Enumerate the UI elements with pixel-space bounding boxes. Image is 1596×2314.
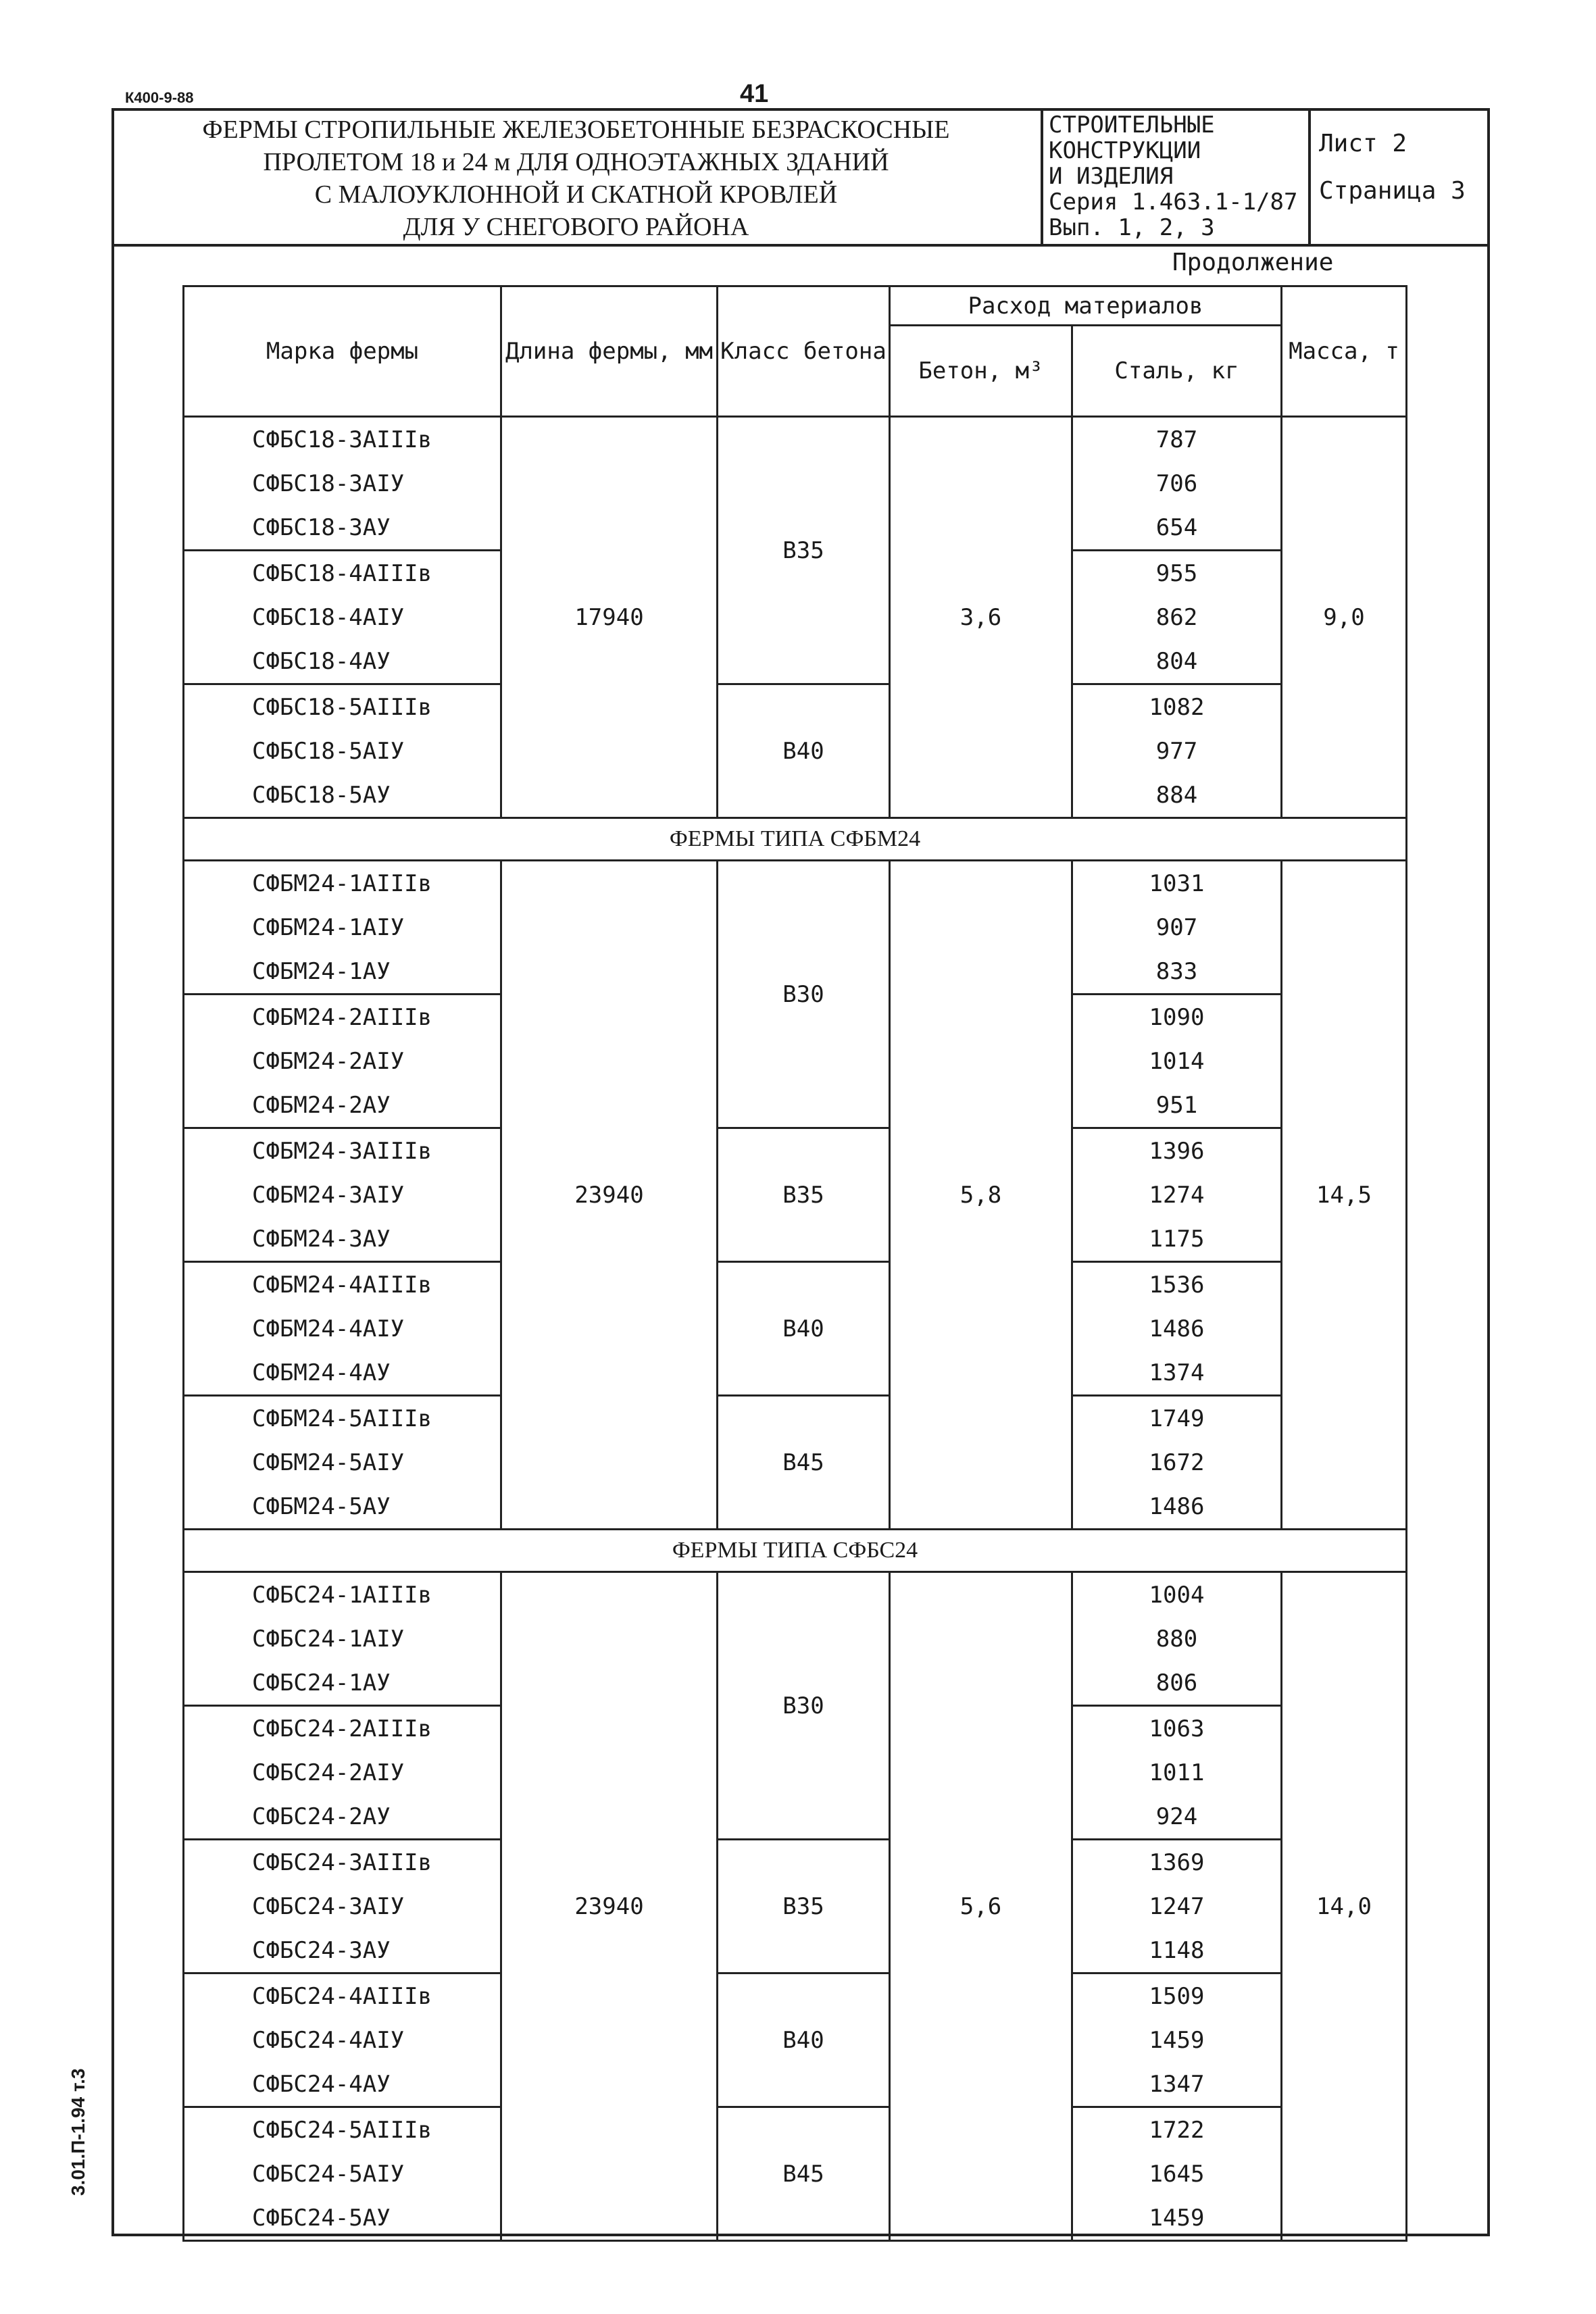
cell-mark: СФБМ24-4АIУ [184,1307,501,1351]
cell-steel: 884 [1072,773,1282,818]
cell-concrete-volume: 3,6 [890,417,1072,818]
cell-steel: 880 [1072,1617,1282,1661]
sheet-info [1319,120,1466,215]
cell-mass: 14,5 [1282,861,1407,1530]
cell-steel: 787 [1072,417,1282,462]
cell-mark: СФБС24-1АIIIв [184,1572,501,1617]
continuation-label: Продолжение [1172,249,1334,276]
cell-mark: СФБС18-4АIУ [184,595,501,639]
cell-mark: СФБМ24-3АУ [184,1217,501,1262]
cell-steel: 1369 [1072,1840,1282,1885]
cell-steel: 1486 [1072,1307,1282,1351]
cell-steel: 1459 [1072,2018,1282,2062]
cell-mark: СФБС18-4АУ [184,639,501,684]
page-label: Страница 3 [1319,177,1466,205]
cell-steel: 1014 [1072,1039,1282,1083]
cell-mark: СФБМ24-5АУ [184,1484,501,1530]
cell-steel: 951 [1072,1083,1282,1128]
cell-mark: СФБМ24-1АУ [184,949,501,995]
section-title: ФЕРМЫ ТИПА СФБС24 [184,1530,1407,1572]
cell-mark: СФБС24-4АIIIв [184,1973,501,2019]
cell-steel: 1722 [1072,2107,1282,2153]
cell-mark: СФБМ24-4АУ [184,1351,501,1396]
cell-steel: 1459 [1072,2196,1282,2241]
cell-steel: 1347 [1072,2062,1282,2107]
cell-concrete-class: В35 [718,1128,890,1262]
cell-mark: СФБС24-1АIУ [184,1617,501,1661]
cell-steel: 804 [1072,639,1282,684]
cell-steel: 862 [1072,595,1282,639]
cell-mark: СФБМ24-5АIУ [184,1440,501,1484]
cell-mark: СФБС24-2АУ [184,1794,501,1840]
title-line: ФЕРМЫ СТРОПИЛЬНЫЕ ЖЕЛЕЗОБЕТОННЫЕ БЕЗРАСКОСНЫЕ [202,116,950,144]
cell-steel: 1509 [1072,1973,1282,2019]
cell-steel: 1274 [1072,1173,1282,1217]
section-title: ФЕРМЫ ТИПА СФБМ24 [184,818,1407,861]
sheet-label: Лист 2 [1319,130,1407,157]
cell-mass: 9,0 [1282,417,1407,818]
cell-steel: 1645 [1072,2152,1282,2196]
cell-steel: 1063 [1072,1706,1282,1751]
cell-mark: СФБС24-2АIУ [184,1751,501,1794]
header-mark: Марка фермы [184,286,501,417]
cell-mark: СФБМ24-4АIIIв [184,1262,501,1307]
cell-steel: 1536 [1072,1262,1282,1307]
cell-mark: СФБМ24-3АIУ [184,1173,501,1217]
page-number: 41 [740,80,769,108]
cell-mark: СФБМ24-2АIУ [184,1039,501,1083]
cell-concrete-class: В35 [718,1840,890,1973]
cell-mark: СФБМ24-1АIIIв [184,861,501,906]
cell-steel: 1011 [1072,1751,1282,1794]
cell-length: 17940 [501,417,718,818]
cell-mark: СФБС18-4АIIIв [184,551,501,596]
cell-mark: СФБС24-5АIУ [184,2152,501,2196]
cell-mark: СФБС24-2АIIIв [184,1706,501,1751]
header-steel: Сталь, кг [1072,326,1282,417]
title-line: С МАЛОУКЛОННОЙ И СКАТНОЙ КРОВЛЕЙ [314,180,838,209]
cell-concrete-volume: 5,6 [890,1572,1072,2241]
cell-steel: 977 [1072,729,1282,773]
cell-concrete-class: В35 [718,417,890,684]
cell-mark: СФБС18-5АIУ [184,729,501,773]
cell-steel: 1148 [1072,1928,1282,1973]
cell-length: 23940 [501,861,718,1530]
cell-steel: 1082 [1072,684,1282,730]
cell-steel: 1247 [1072,1884,1282,1928]
cell-steel: 1486 [1072,1484,1282,1530]
cell-steel: 924 [1072,1794,1282,1840]
cell-concrete-class: В40 [718,1973,890,2107]
cell-mark: СФБС24-3АIIIв [184,1840,501,1885]
cell-steel: 706 [1072,461,1282,505]
cell-mark: СФБС24-3АIУ [184,1884,501,1928]
cell-steel: 1672 [1072,1440,1282,1484]
cell-mark: СФБС18-5АIIIв [184,684,501,730]
section-row [184,1530,1407,1572]
specification-table [182,285,1407,2242]
title-line: ДЛЯ У СНЕГОВОГО РАЙОНА [403,213,749,241]
cell-steel: 833 [1072,949,1282,995]
cell-steel: 1090 [1072,995,1282,1040]
side-code: 3.01.П-1.94 т.3 [68,2068,89,2196]
cell-concrete-class: В30 [718,1572,890,1840]
table-row [184,1128,1407,1174]
table-row [184,1262,1407,1307]
cell-concrete-class: В40 [718,684,890,818]
table-row [184,861,1407,906]
cell-concrete-class: В30 [718,861,890,1128]
cell-steel: 1749 [1072,1396,1282,1441]
table-row [184,1572,1407,1617]
table-row [184,2107,1407,2153]
table-body [184,417,1407,2241]
cell-mark: СФБМ24-3АIIIв [184,1128,501,1174]
header-concrete-volume: Бетон, м³ [890,326,1072,417]
table-row [184,1973,1407,2019]
title-line: ПРОЛЕТОМ 18 и 24 м ДЛЯ ОДНОЭТАЖНЫХ ЗДАНИЙ [263,148,889,176]
cell-steel: 1374 [1072,1351,1282,1396]
table-row [184,417,1407,462]
series-info [1041,108,1311,244]
cell-steel: 654 [1072,505,1282,551]
table-row [184,684,1407,730]
cell-steel: 1031 [1072,861,1282,906]
cell-concrete-volume: 5,8 [890,861,1072,1530]
series-line: И ИЗДЕЛИЯ [1049,163,1174,190]
cell-length: 23940 [501,1572,718,2241]
cell-mark: СФБС18-5АУ [184,773,501,818]
header-materials: Расход материалов [890,286,1282,326]
document-title [111,114,1041,243]
table-row [184,1396,1407,1441]
cell-mass: 14,0 [1282,1572,1407,2241]
table-row [184,1840,1407,1885]
cell-steel: 907 [1072,905,1282,949]
document-code: К400-9-88 [125,89,194,106]
cell-steel: 955 [1072,551,1282,596]
cell-mark: СФБС18-3АIIIв [184,417,501,462]
cell-mark: СФБМ24-2АУ [184,1083,501,1128]
cell-mark: СФБС24-5АУ [184,2196,501,2241]
cell-mark: СФБС24-4АIУ [184,2018,501,2062]
cell-mark: СФБС24-4АУ [184,2062,501,2107]
cell-concrete-class: В45 [718,1396,890,1530]
cell-mark: СФБС18-3АУ [184,505,501,551]
cell-mark: СФБС24-3АУ [184,1928,501,1973]
series-line: КОНСТРУКЦИИ [1049,137,1201,164]
cell-steel: 1004 [1072,1572,1282,1617]
title-block [111,108,1490,247]
cell-mark: СФБМ24-5АIIIв [184,1396,501,1441]
cell-concrete-class: В45 [718,2107,890,2241]
header-mass: Масса, т [1282,286,1407,417]
cell-concrete-class: В40 [718,1262,890,1396]
series-line: СТРОИТЕЛЬНЫЕ [1049,111,1215,139]
cell-mark: СФБС24-5АIIIв [184,2107,501,2153]
cell-mark: СФБМ24-1АIУ [184,905,501,949]
series-line: Серия 1.463.1-1/87 [1049,188,1298,216]
cell-mark: СФБМ24-2АIIIв [184,995,501,1040]
cell-mark: СФБС18-3АIУ [184,461,501,505]
series-line: Вып. 1, 2, 3 [1049,214,1215,241]
section-row [184,818,1407,861]
cell-steel: 1396 [1072,1128,1282,1174]
header-concrete-class: Класс бетона [718,286,890,417]
cell-steel: 1175 [1072,1217,1282,1262]
cell-steel: 806 [1072,1661,1282,1706]
cell-mark: СФБС24-1АУ [184,1661,501,1706]
header-length: Длина фермы, мм [501,286,718,417]
